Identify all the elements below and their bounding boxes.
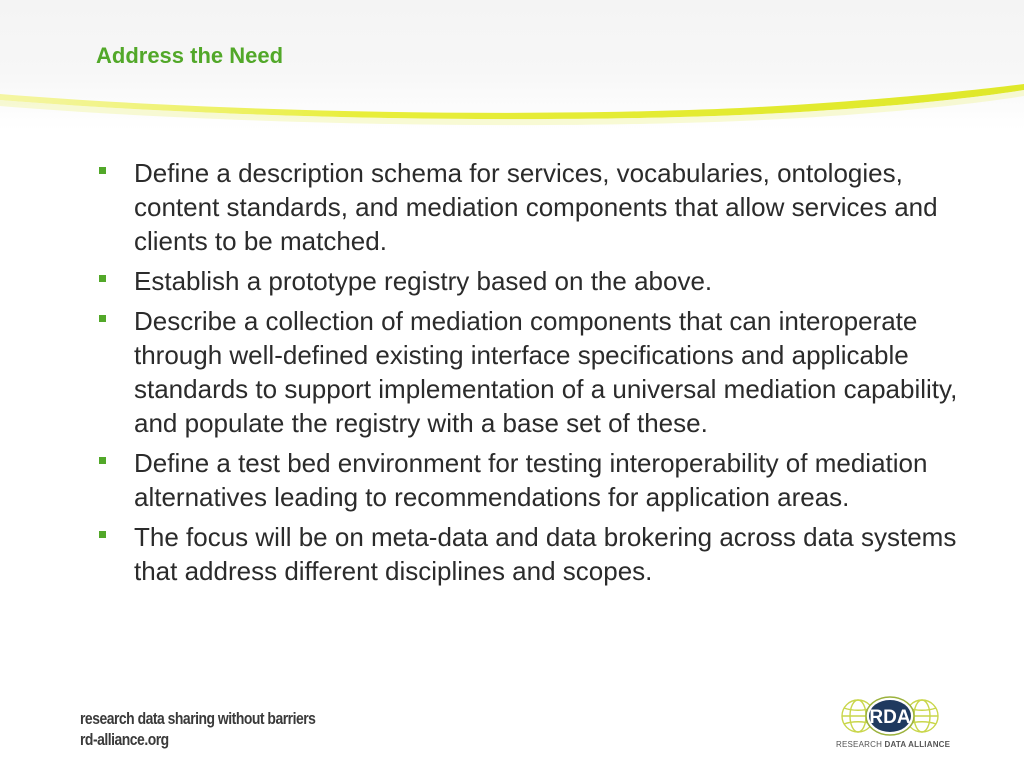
bullet-item [96, 156, 986, 258]
bullet-text: The focus will be on meta-data and data brokering across data systems that address different disciplines and scopes. [134, 522, 957, 586]
rda-logo-text: RDA [869, 707, 911, 728]
rda-subtitle-bold: DATA ALLIANCE [884, 740, 951, 749]
bullet-text: Define a test bed environment for testing interoperability of mediation alternatives leading to recommendations for application areas. [134, 448, 928, 512]
bullet-item [96, 264, 986, 298]
slide-title: Address the Need [96, 43, 284, 68]
bullet-square-icon [99, 457, 106, 464]
bullet-item [96, 446, 986, 514]
rda-logo-subtitle [836, 740, 951, 749]
bullet-square-icon [99, 315, 106, 322]
rda-subtitle-light: RESEARCH [836, 740, 885, 749]
bullet-square-icon [99, 531, 106, 538]
bullet-item [96, 520, 986, 588]
bullet-item [96, 304, 986, 440]
header-swoosh [0, 0, 1024, 140]
bullet-square-icon [99, 275, 106, 282]
bullet-square-icon [99, 167, 106, 174]
bullet-text: Establish a prototype registry based on the above. [134, 266, 713, 296]
bullet-text: Define a description schema for services, vocabularies, ontologies, content standards, and mediation components that allow services and clients to be matched. [134, 158, 938, 256]
footer-branding [80, 708, 367, 750]
footer-url: rd-alliance.org [80, 730, 169, 749]
bullet-list [96, 156, 986, 594]
bullet-text: Describe a collection of mediation components that can interoperate through well-defined existing interface specifications and applicable standards to support implementation of a universal mediation capability, and populate the registry with a base set of these. [134, 306, 958, 438]
footer-tagline: research data sharing without barriers [80, 709, 316, 728]
